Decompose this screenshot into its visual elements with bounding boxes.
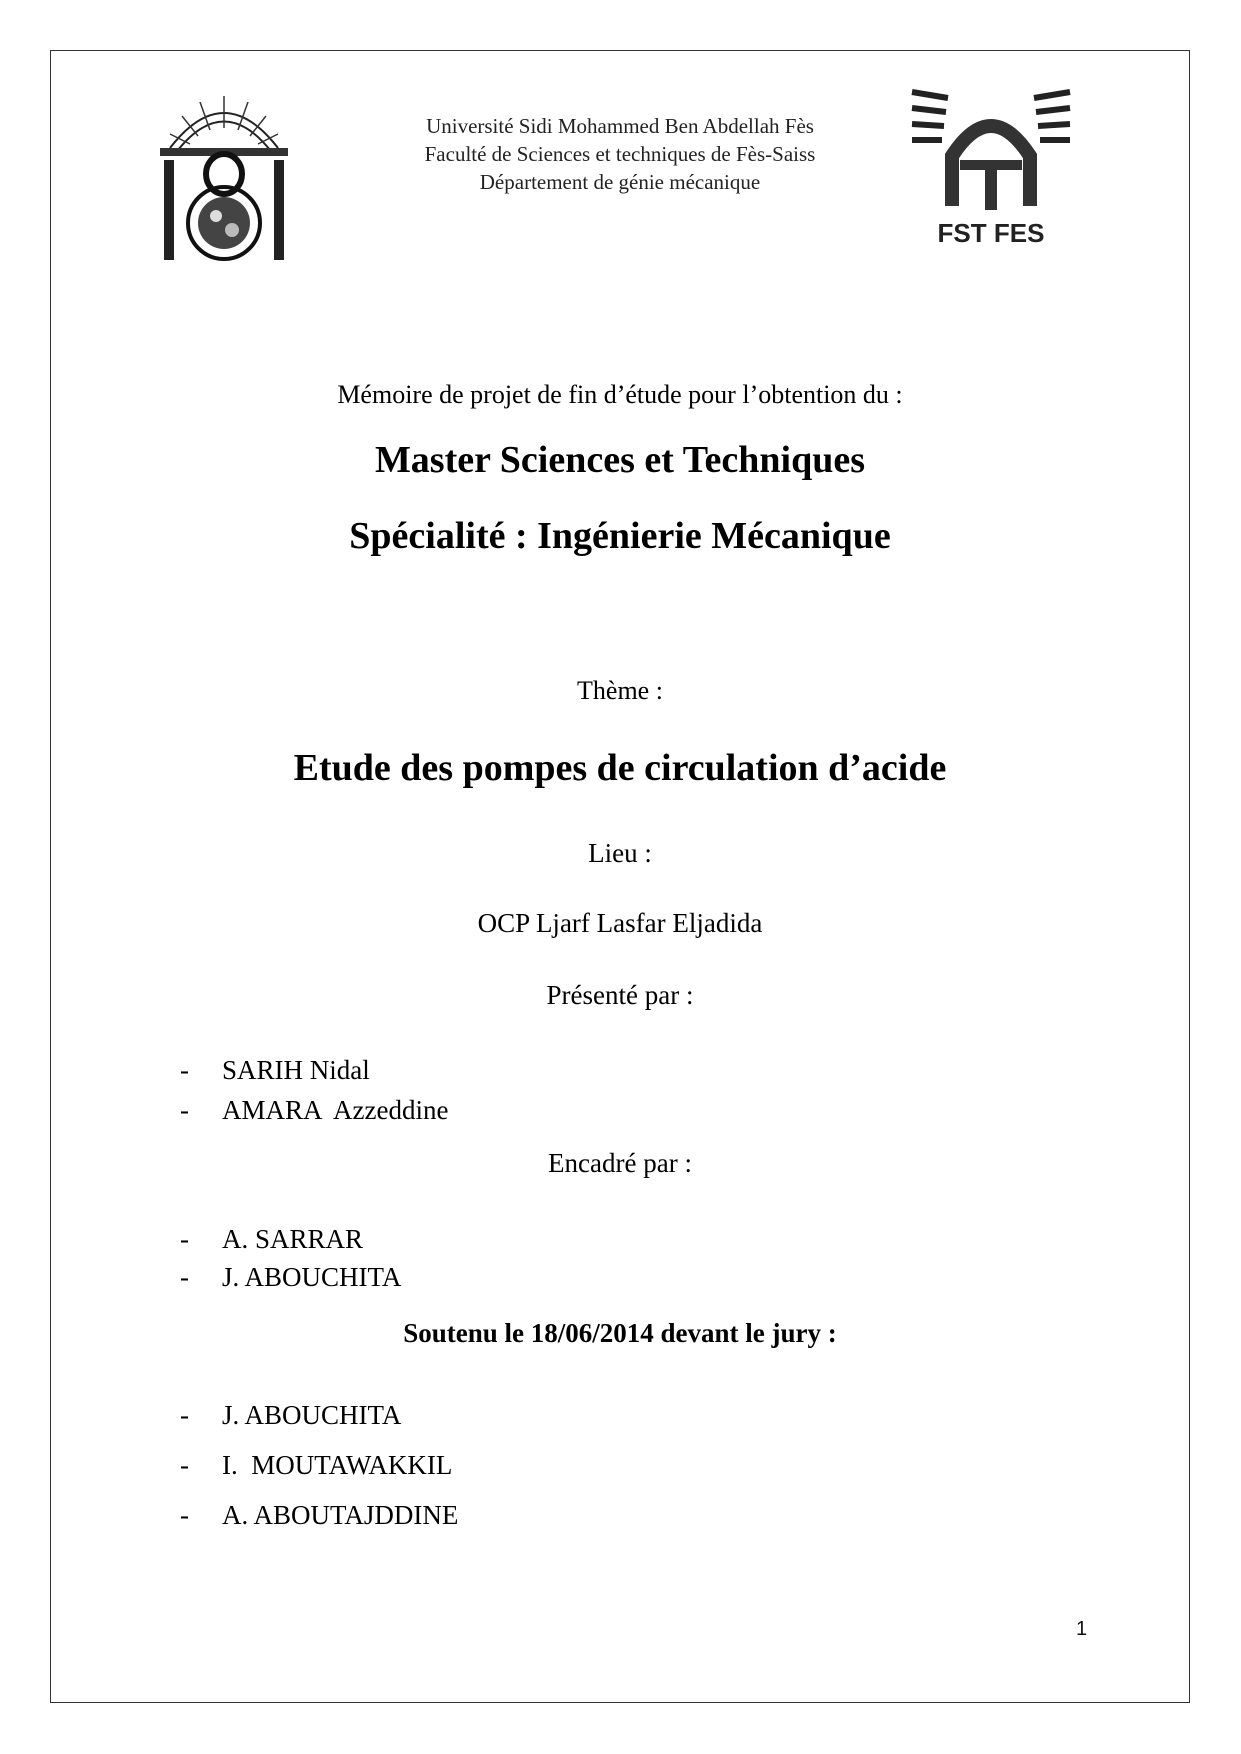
faculty-name: Faculté de Sciences et techniques de Fès-Saiss	[424, 142, 816, 166]
bullet-dash: -	[180, 1224, 189, 1254]
department-name: Département de génie mécanique	[479, 170, 761, 194]
specialty-title: Spécialité : Ingénierie Mécanique	[349, 515, 891, 557]
jury-member-name: I. MOUTAWAKKIL	[222, 1450, 453, 1480]
list-item	[180, 1220, 401, 1258]
supervisors-list	[180, 1220, 401, 1296]
bullet-dash: -	[180, 1095, 189, 1125]
supervised-by-label: Encadré par :	[548, 1148, 692, 1178]
defense-statement: Soutenu le 18/06/2014 devant le jury :	[403, 1318, 837, 1348]
institution-header	[330, 112, 910, 196]
bullet-dash: -	[180, 1450, 189, 1480]
place-label: Lieu :	[588, 838, 652, 868]
fst-fes-logo-text: FST FES	[937, 218, 1045, 248]
bullet-dash: -	[180, 1500, 189, 1530]
university-crest-logo	[150, 88, 298, 266]
theme-title: Etude des pompes de circulation d’acide	[293, 747, 947, 789]
jury-list	[180, 1390, 458, 1540]
list-item	[180, 1258, 401, 1296]
jury-member-name: A. ABOUTAJDDINE	[222, 1500, 459, 1530]
degree-title: Master Sciences et Techniques	[374, 439, 866, 481]
list-item	[180, 1390, 458, 1440]
presenter-name: SARIH Nidal	[222, 1055, 370, 1085]
theme-label: Thème :	[577, 676, 663, 705]
jury-member-name: J. ABOUCHITA	[222, 1400, 402, 1430]
bullet-dash: -	[180, 1262, 189, 1292]
presenter-name: AMARA Azzeddine	[222, 1095, 449, 1125]
supervisor-name: A. SARRAR	[222, 1224, 364, 1254]
presenters-list	[180, 1050, 448, 1130]
list-item	[180, 1050, 448, 1090]
list-item	[180, 1490, 458, 1540]
fst-fes-logo	[908, 86, 1074, 252]
list-item	[180, 1440, 458, 1490]
memoir-subtitle: Mémoire de projet de fin d’étude pour l’obtention du :	[337, 380, 903, 409]
page-number: 1	[1076, 1618, 1088, 1640]
place-value: OCP Ljarf Lasfar Eljadida	[477, 908, 763, 938]
bullet-dash: -	[180, 1055, 189, 1085]
bullet-dash: -	[180, 1400, 189, 1430]
presented-by-label: Présenté par :	[546, 980, 694, 1010]
supervisor-name: J. ABOUCHITA	[222, 1262, 402, 1292]
university-name: Université Sidi Mohammed Ben Abdellah Fès	[426, 114, 814, 138]
list-item	[180, 1090, 448, 1130]
